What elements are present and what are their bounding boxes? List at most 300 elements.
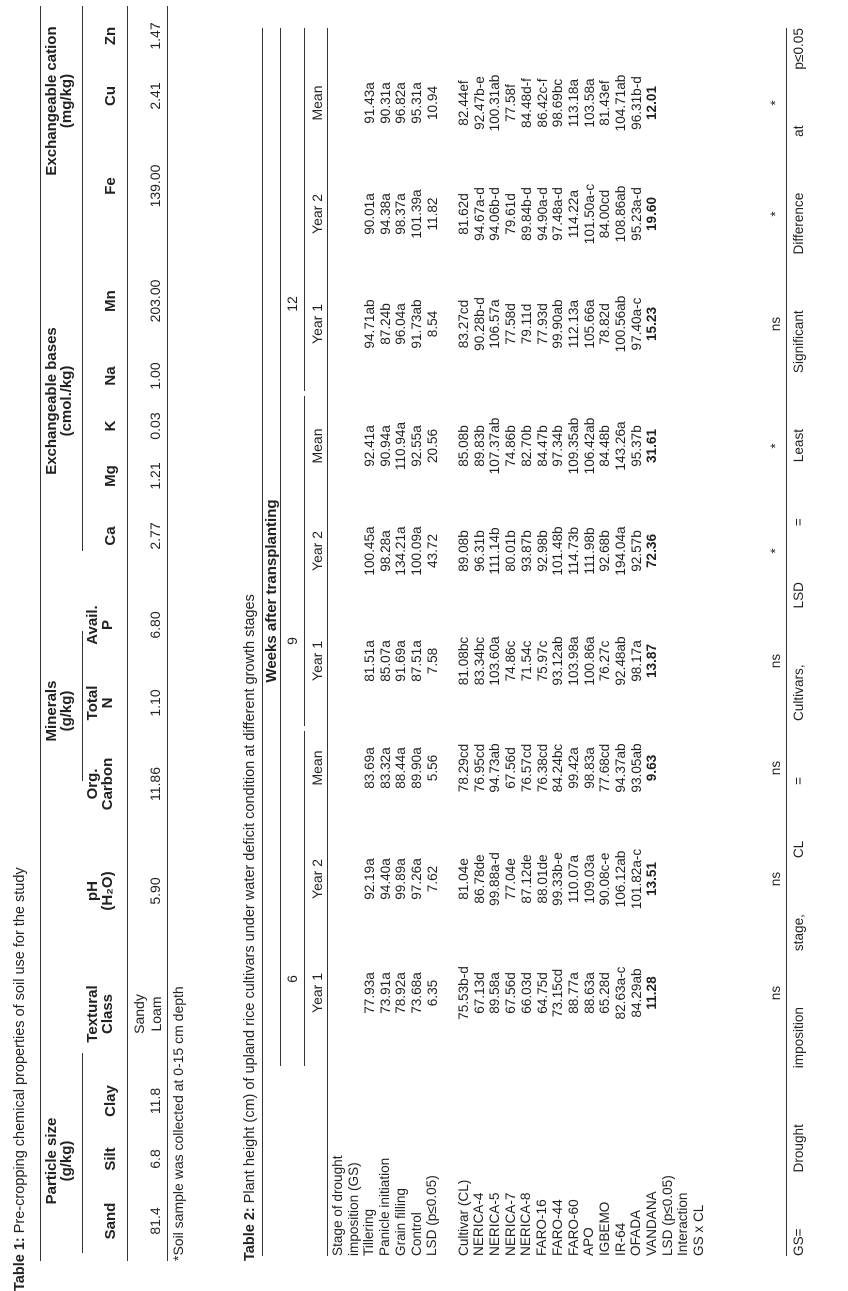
t2-label: VANDANA: [644, 1191, 660, 1256]
t2-cell: 96.04a: [393, 303, 409, 345]
table2-caption: [243, 594, 258, 1261]
t2-cell: 67.56d: [503, 747, 519, 789]
t2-footer-word: Least: [791, 428, 806, 463]
t2-cell: 73.68a: [409, 972, 425, 1014]
t2-cell: 101.39a: [409, 189, 425, 239]
t2-cell: 88.01de: [534, 854, 550, 904]
t2-cell: 94.37ab: [613, 743, 629, 793]
t2-cell: 76.95cd: [471, 743, 487, 793]
t2-footer-word: Drought: [791, 1124, 806, 1173]
t1-v-clay: 11.8: [147, 1087, 163, 1115]
t1-v-sand: 81.4: [147, 1207, 163, 1235]
t2-cell: 194.04a: [613, 526, 629, 576]
t2-cell: 98.69bc: [550, 78, 566, 128]
t1-group-minerals-l1: Minerals: [43, 680, 60, 742]
t2-gs-col-mean-6: [362, 723, 441, 813]
t2-footer-word: Significant: [791, 310, 806, 374]
t1-v-totaln: 1.10: [147, 689, 163, 717]
t2-int-y2-6: ns: [768, 871, 783, 887]
t2-cell: 73.15cd: [550, 968, 566, 1018]
t2-footer-word: p≤0.05: [791, 28, 806, 70]
t2-int-mean-9: *: [768, 443, 783, 449]
t2-cell: 84.29ab: [628, 968, 644, 1018]
t2-int-y1-12: ns: [768, 316, 783, 332]
t2-cell: 134.21a: [393, 526, 409, 576]
t2-cell: 75.97c: [534, 640, 550, 682]
t2-cell: 94.38a: [377, 193, 393, 235]
t2-footer-word: at: [791, 125, 806, 137]
t2-cell: 91.69a: [393, 640, 409, 682]
t1-rule-minerals: [82, 631, 83, 781]
t2-cell: 92.41a: [362, 425, 377, 467]
t2-week-12: 12: [284, 296, 300, 312]
t2-cell: 89.90a: [409, 747, 425, 789]
t2-cl-col-mean-12: [456, 58, 660, 148]
t2-cell: 82.44ef: [456, 80, 471, 126]
t2-cell: 106.57a: [487, 299, 503, 349]
t2-cell: 67.13d: [471, 972, 487, 1014]
t2-cl-col-y2-6: [456, 834, 660, 924]
table1-top-rule: [40, 6, 41, 1261]
t2-cell: 99.33b-e: [550, 852, 566, 906]
t2-gs-col-y1-6: [362, 948, 441, 1038]
t2-cell: 110.07a: [565, 854, 581, 904]
t2-label: OFADA: [628, 1209, 644, 1256]
t2-cell: 96.31b: [471, 530, 487, 572]
t1-h-na: Na: [102, 366, 119, 386]
t2-label: Grain filling: [392, 1188, 408, 1256]
t2-cl-col-mean-9: [456, 401, 660, 491]
t2-cl-col-y1-6: [456, 948, 660, 1038]
t2-gs-col-y1-9: [362, 616, 441, 706]
t2-cell: 96.31b-d: [628, 76, 644, 130]
t2-cell: 107.37ab: [487, 417, 503, 475]
t1-v-silt: 6.8: [147, 1149, 163, 1169]
t2-int-mean-6: ns: [768, 760, 783, 776]
t2-cell: 85.07a: [377, 640, 393, 682]
t2-cell: 103.98a: [565, 636, 581, 686]
t2-cell: 92.98b: [534, 530, 550, 572]
t2-label: Stage of drought: [330, 1155, 345, 1256]
t2-sub-y2-9: Year 2: [309, 531, 325, 571]
t2-cell: 110.94a: [393, 421, 409, 471]
t2-cell: 7.62: [424, 865, 440, 893]
t1-v-textural-l1: Sandy: [131, 994, 147, 1034]
t2-cell: 78.92a: [393, 972, 409, 1014]
t2-cell: 83.32a: [377, 747, 393, 789]
t2-cell: 100.56ab: [613, 295, 629, 353]
t2-cell: 80.01b: [503, 530, 519, 572]
t2-label-spacer: [440, 1155, 456, 1256]
t2-cell: 90.28b-d: [471, 297, 487, 351]
t2-label: GS x CL: [691, 1204, 707, 1256]
t1-v-textural: [131, 969, 165, 1059]
t2-cell: 111.98b: [581, 527, 597, 575]
t2-sub-y2-12: Year 2: [309, 194, 325, 234]
t2-label: NERICA-4: [471, 1192, 487, 1256]
t2-cell: 65.28d: [597, 972, 613, 1014]
table2-caption-label: Table 2:: [242, 1207, 258, 1261]
t2-cell: 101.50a-c: [581, 183, 597, 245]
t2-cell: 84.24bc: [550, 743, 566, 793]
t1-h-availp-l2: P: [99, 620, 116, 631]
t2-cell: 81.04e: [456, 858, 471, 900]
t2-cell: 109.03a: [581, 854, 597, 904]
t1-h-availp-l1: Avail.: [84, 605, 101, 645]
t2-cell: 88.44a: [393, 747, 409, 789]
t1-h-zn: Zn: [102, 26, 119, 46]
t2-label: FARO-16: [534, 1199, 550, 1256]
t2-label: Cultivar (CL): [455, 1179, 471, 1256]
t1-rule-cation: [82, 6, 83, 231]
t1-v-mn: 203.00: [147, 279, 163, 323]
t2-footer-word: =: [791, 518, 806, 527]
t2-cell-lsd: 15.23: [644, 306, 660, 342]
t2-label: IR-64: [612, 1222, 628, 1256]
t2-int-y2-12: *: [768, 211, 783, 217]
t2-cell: 6.35: [424, 979, 440, 1007]
t2-sub-y1-9: Year 1: [309, 641, 325, 681]
t2-footer-word: LSD: [791, 582, 806, 609]
t2-cell: 100.09a: [409, 526, 425, 576]
t1-h-orgcarbon-l1: Org.: [84, 768, 101, 800]
t2-cl-col-y2-9: [456, 506, 660, 596]
t2-cell-lsd: 19.60: [644, 196, 660, 232]
t1-v-availp: 6.80: [147, 611, 163, 639]
t1-h-totaln-l2: N: [99, 697, 116, 709]
t2-cell: 91.43a: [362, 82, 377, 124]
t2-label: FARO-44: [549, 1199, 565, 1256]
t2-cell: 103.58a: [581, 78, 597, 128]
t2-week-rule-12: [304, 28, 305, 391]
table2-caption-text: Plant height (cm) of upland rice cultivars under water deficit condition at different growth stages: [242, 594, 258, 1208]
t1-h-textural-l1: Textural: [84, 985, 101, 1043]
t2-cell: 97.26a: [409, 858, 425, 900]
t2-row-labels: [330, 1155, 707, 1256]
t2-cell: 82.63a-c: [613, 966, 629, 1020]
t2-cell: 77.58f: [503, 84, 519, 122]
t2-gs-col-y2-9: [362, 506, 441, 596]
t1-h-ph-l1: pH: [84, 881, 101, 901]
t2-cell: 98.28a: [377, 530, 393, 572]
t2-cell: 97.48a-d: [550, 187, 566, 241]
t1-h-clay: Clay: [102, 1085, 119, 1117]
t2-cell: 81.51a: [362, 640, 377, 682]
t1-group-particle-l1: Particle size: [43, 1117, 60, 1205]
t2-cell: 143.26a: [613, 421, 629, 471]
t2-cell: 87.24b: [377, 303, 393, 345]
t2-cell: 92.68b: [597, 530, 613, 572]
t1-h-k: K: [102, 420, 119, 432]
t2-cell: 93.12ab: [550, 636, 566, 686]
t1-h-silt: Silt: [102, 1147, 119, 1171]
t2-cell: 81.43ef: [597, 80, 613, 126]
t1-header-rule: [127, 6, 128, 1261]
t2-wat-rule: [280, 28, 281, 1066]
t1-group-particle: [44, 1061, 74, 1261]
t2-label: NERICA-5: [487, 1192, 503, 1256]
t2-cell: 71.54c: [518, 640, 534, 682]
t2-cell: 100.45a: [362, 526, 377, 576]
t2-label: imposition (GS): [345, 1162, 361, 1256]
t1-h-fe: Fe: [102, 177, 119, 195]
t1-h-orgcarbon-l2: Carbon: [99, 757, 116, 811]
t2-cell: 99.90ab: [550, 299, 566, 349]
t2-cell: 89.58a: [487, 972, 503, 1014]
t2-int-mean-12: *: [768, 100, 783, 106]
t2-footer-word: GS=: [791, 1228, 806, 1256]
t2-label: NERICA-7: [502, 1192, 518, 1256]
t1-v-na: 1.00: [147, 362, 163, 390]
t2-footer-word: Cultivars,: [791, 664, 806, 722]
t2-cell: 98.37a: [393, 193, 409, 235]
t2-cell: 77.04e: [503, 858, 519, 900]
t2-cell: 83.27cd: [456, 299, 471, 349]
t2-cell: 76.38cd: [534, 743, 550, 793]
t2-cell: 20.56: [424, 428, 440, 464]
t2-gs-col-mean-9: [362, 401, 441, 491]
t2-cell: 74.86c: [503, 640, 519, 682]
t2-label: Interaction: [675, 1192, 691, 1256]
table1-caption: [13, 867, 28, 1291]
t2-cell: 90.01a: [362, 193, 377, 235]
table1-caption-text: Pre-cropping chemical properties of soil use for the study: [12, 867, 28, 1238]
t2-cell: 88.77a: [565, 972, 581, 1014]
t2-cell: 87.51a: [409, 640, 425, 682]
t2-cell: 92.19a: [362, 858, 377, 900]
t2-cell: 89.84b-d: [518, 187, 534, 241]
t2-cl-col-y2-12: [456, 169, 660, 259]
t2-label: Tillering: [361, 1208, 377, 1256]
t2-cell: 83.69a: [362, 747, 377, 789]
t2-cell: 100.31ab: [487, 74, 503, 132]
t2-cell-lsd: 12.01: [644, 85, 660, 121]
t2-cell: 84.48b: [597, 425, 613, 467]
t2-cell: 11.82: [424, 197, 440, 231]
t1-rule-bases: [82, 181, 83, 551]
t2-label: LSD (p≤0.05): [424, 1175, 440, 1256]
t2-cell: 111.14b: [487, 527, 503, 575]
t2-sub-mean-6: Mean: [309, 750, 325, 786]
t2-cell: 99.42a: [565, 747, 581, 789]
t2-cell: 94.71ab: [362, 299, 377, 349]
t2-cell: 98.17a: [628, 640, 644, 682]
t2-cell: 99.88a-d: [487, 852, 503, 906]
t2-week-rule-6: [304, 731, 305, 1066]
t1-rule-particle: [82, 1053, 83, 1253]
t2-cell: 78.82d: [597, 303, 613, 345]
t2-week-6: 6: [284, 975, 300, 983]
t2-cell-lsd: 11.28: [644, 976, 660, 1010]
table1-caption-label: Table 1:: [12, 1237, 28, 1291]
t2-cell: 79.11d: [518, 303, 534, 345]
t2-cell: 90.31a: [377, 82, 393, 124]
t2-cell: 78.29cd: [456, 743, 471, 793]
t2-footer-word: CL: [791, 840, 806, 859]
t2-cell: 76.57cd: [518, 743, 534, 793]
t2-footer: [792, 28, 806, 1256]
t1-group-bases-l1: Exchangeable bases: [43, 327, 60, 475]
t2-cell: 91.73ab: [409, 299, 425, 349]
t2-cell: 113.18a: [565, 78, 581, 128]
t2-cell: 106.42ab: [581, 417, 597, 475]
t2-cell: 79.61d: [503, 193, 519, 235]
t2-label: FARO-60: [565, 1199, 581, 1256]
t1-h-orgcarbon: [85, 739, 115, 829]
t2-cell: 103.60a: [487, 636, 503, 686]
t2-int-y1-9: ns: [768, 653, 783, 669]
t1-v-fe: 139.00: [147, 164, 163, 208]
t1-h-availp: [85, 595, 115, 655]
t2-cell: 108.86ab: [613, 185, 629, 243]
t1-group-cation: [44, 1, 74, 201]
t2-cell-lsd: 13.87: [644, 643, 660, 679]
t2-cell: 85.08b: [456, 425, 471, 467]
t1-h-ph: [85, 846, 115, 936]
t2-cell: 109.35ab: [565, 417, 581, 475]
t2-cell: 87.12de: [518, 854, 534, 904]
t1-group-minerals: [44, 651, 74, 771]
t1-h-totaln-l1: Total: [84, 685, 101, 721]
t2-label: LSD (p≤0.05): [659, 1175, 675, 1256]
t1-group-cation-l2: (mg/kg): [58, 73, 75, 129]
t2-cell: 106.12ab: [613, 850, 629, 908]
t2-cell: 100.86a: [581, 636, 597, 686]
t1-v-zn: 1.47: [147, 22, 163, 50]
t2-cell: 43.72: [424, 533, 440, 569]
t2-footer-word: imposition: [791, 1007, 806, 1069]
t1-v-ca: 2.77: [147, 522, 163, 550]
t2-int-y1-6: ns: [768, 985, 783, 1001]
t2-cell: 105.66a: [581, 299, 597, 349]
t1-h-totaln: [85, 673, 115, 733]
t2-cell: 5.56: [424, 754, 440, 782]
t2-cell: 92.55a: [409, 425, 425, 467]
t1-h-ph-l2: (H₂O): [99, 871, 116, 911]
t2-cell: 67.56d: [503, 972, 519, 1014]
t2-cl-col-y1-9: [456, 616, 660, 706]
t2-week-rule-9: [304, 396, 305, 726]
t1-group-minerals-l2: (g/kg): [58, 690, 75, 732]
t2-sub-y1-6: Year 1: [309, 973, 325, 1013]
t2-footer-word: stage,: [791, 914, 806, 952]
t2-footer-word: Difference: [791, 192, 806, 255]
t2-cell: 97.40a-c: [628, 297, 644, 351]
t2-cell: 82.70b: [518, 425, 534, 467]
t2-label: Panicle initiation: [377, 1157, 393, 1256]
t2-gs-col-y1-12: [362, 279, 441, 369]
t2-sub-mean-9: Mean: [309, 428, 325, 464]
t2-cell: 101.48b: [550, 526, 566, 576]
t1-h-cu: Cu: [102, 86, 119, 106]
t2-gs-col-y2-12: [362, 169, 441, 259]
t1-h-ca: Ca: [102, 526, 119, 546]
t2-cell-lsd: 9.63: [644, 754, 660, 782]
t1-v-ph: 5.90: [147, 877, 163, 905]
t2-cell: 94.67a-d: [471, 187, 487, 241]
t2-cell-lsd: 13.51: [644, 861, 660, 897]
t2-cell: 101.82a-c: [628, 848, 644, 910]
t2-cell: 97.34b: [550, 425, 566, 467]
t1-group-bases: [44, 301, 74, 501]
t2-footer-word: =: [791, 776, 806, 785]
t2-cell: 114.73b: [565, 526, 581, 576]
t2-cell: 93.87b: [518, 530, 534, 572]
t2-cell: 89.08b: [456, 530, 471, 572]
t1-v-k: 0.03: [147, 412, 163, 440]
t1-group-cation-l1: Exchangeable cation: [43, 26, 60, 176]
t2-cell: 10.94: [424, 85, 440, 121]
t2-cell: 95.31a: [409, 82, 425, 124]
t1-bottom-rule: [167, 6, 168, 1261]
t2-cell: 104.71ab: [613, 74, 629, 132]
t1-footnote: *Soil sample was collected at 0-15 cm depth: [170, 986, 186, 1261]
t2-cell: 86.78de: [471, 854, 487, 904]
t2-cell: 64.75d: [534, 972, 550, 1014]
t1-group-bases-l2: (cmol./kg): [58, 365, 75, 437]
t2-cell: 92.57b: [628, 530, 644, 572]
t2-cell: 92.47b-e: [471, 76, 487, 130]
t2-cell: 112.13a: [565, 299, 581, 349]
t1-h-textural-l2: Class: [99, 993, 116, 1035]
t2-cell: 84.00cd: [597, 189, 613, 239]
t2-cell: 66.03d: [518, 972, 534, 1014]
t2-cell: 7.58: [424, 647, 440, 675]
t2-sub-mean-12: Mean: [309, 85, 325, 121]
t2-cell: 77.58d: [503, 303, 519, 345]
t2-label: APO: [581, 1227, 597, 1256]
t1-v-mg: 1.21: [147, 462, 163, 490]
t2-label: NERICA-8: [518, 1192, 534, 1256]
t2-cell: 8.54: [424, 310, 440, 338]
t1-v-textural-l2: Loam: [148, 996, 164, 1032]
t2-cell: 86.42c-f: [534, 78, 550, 128]
t1-v-cu: 2.41: [147, 82, 163, 110]
t1-h-mg: Mg: [102, 465, 119, 487]
t2-cell: 77.93a: [362, 972, 377, 1014]
t2-cell-lsd: 72.36: [644, 533, 660, 569]
t2-label: IGBEMO: [596, 1201, 612, 1256]
t2-gs-col-mean-12: [362, 58, 441, 148]
t2-cell: 81.08bc: [456, 636, 471, 686]
t2-cell-lsd: 31.61: [644, 428, 660, 464]
t2-week-9: 9: [284, 637, 300, 645]
t2-int-y2-9: *: [768, 548, 783, 554]
t2-cl-col-y1-12: [456, 279, 660, 369]
t1-h-textural: [85, 969, 115, 1059]
t2-cell: 88.63a: [581, 972, 597, 1014]
t2-cell: 95.37b: [628, 425, 644, 467]
t2-sub-y1-12: Year 1: [309, 304, 325, 344]
t2-cell: 81.62d: [456, 193, 471, 235]
t2-cell: 90.94a: [377, 425, 393, 467]
t2-cell: 99.89a: [393, 858, 409, 900]
t2-cell: 114.22a: [565, 189, 581, 239]
t2-label: Control: [408, 1212, 424, 1256]
t2-cell: 94.40a: [377, 858, 393, 900]
t1-v-orgcarbon: 11.86: [147, 767, 163, 801]
t2-cell: 94.73ab: [487, 743, 503, 793]
t2-cell: 94.90a-d: [534, 187, 550, 241]
t2-cell: 73.91a: [377, 972, 393, 1014]
t2-cell: 89.83b: [471, 425, 487, 467]
t2-cell: 76.27c: [597, 640, 613, 682]
t1-group-particle-l2: (g/kg): [58, 1140, 75, 1182]
t2-cell: 95.23a-d: [628, 187, 644, 241]
t2-cell: 94.06b-d: [487, 187, 503, 241]
t2-cell: 77.93d: [534, 303, 550, 345]
t2-cell: 84.47b: [534, 425, 550, 467]
